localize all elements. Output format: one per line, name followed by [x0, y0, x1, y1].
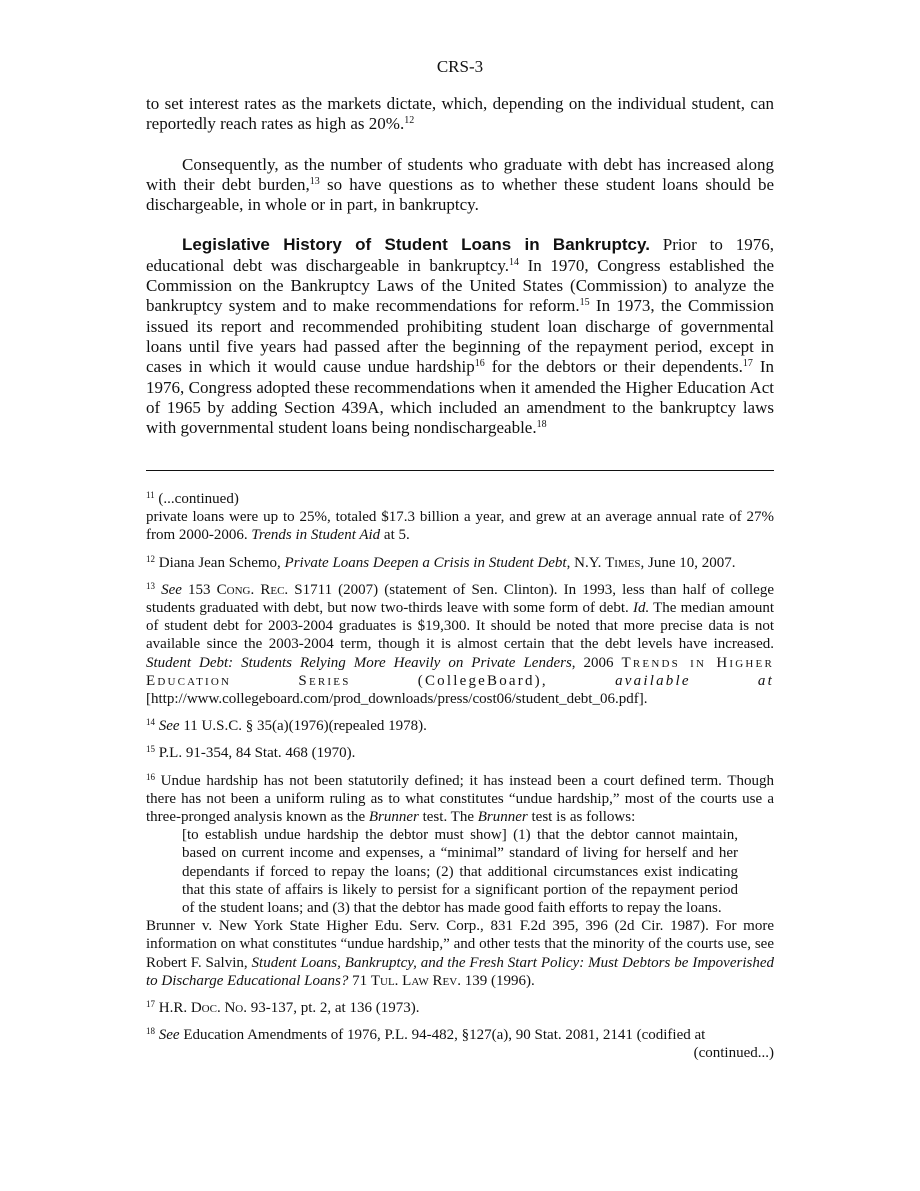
footnote-15: $^{15}$ P.L. 91-354, 84 Stat. 468 (1970).: [146, 744, 356, 762]
section-heading: Legislative History of Student Loans in Bankruptcy.: [182, 235, 650, 255]
brunner-quote: [to establish undue hardship the debtor must show] (1) that the debtor cannot maintain, based on current income and expenses, a “minimal” standard of living for herself and her dependants if forced to repay the loans; (2) that additional circumstances exist indicating that this state of affairs is likely to persist for a significant portion of the repayment period of the student loans; and (3) that the debtor has made good faith efforts to repay the loans.: [182, 827, 738, 917]
paragraph-1: to set interest rates as the markets dictate, which, depending on the individual student, can reportedly reach rates as high as 20%.$^{12}$: [146, 94, 774, 134]
paragraph-2: Consequently, as the number of students who graduate with debt has increased along with their debt burden,$^{13}$ so have questions as to whether these student loans should be dischargeable, in whole or in part, in bankruptcy.: [146, 154, 774, 215]
footnote-16: $^{16}$ Undue hardship has not been statutorily defined; it has instead been a court defined term. Though there has not been a uniform ruling as to what constitutes “undue hardship,” most of the courts use a three-pronged analysis known as the Brunner test. The Brunner test is as follows: [to establish undue hardship the debtor must show] (1) that the debtor cannot maintain, based on current income and expenses, a “minimal” standard of living for herself and her dependants if forced to repay the loans; (2) that additional circumstances exist indicating that this state of affairs is likely to persist for a significant portion of the repayment period of the student loans; and (3) that the debtor has made good faith efforts to repay the loans. Brunner v. New York State Higher Edu. Serv. Corp., 831 F.2d 395, 396 (2d Cir. 1987). For more information on what constitutes “undue hardship,” and other tests that the minority of the courts use, see Robert F. Salvin, Student Loans, Bankruptcy, and the Fresh Start Policy: Must Debtors be Impoverished to Discharge Educational Loans? 71 Tul. Law Rev. 139 (1996).: [146, 771, 774, 989]
page-header: CRS-3: [436, 57, 484, 76]
footnote-ref-18[interactable]: 18: [536, 419, 547, 431]
footnote-ref-13[interactable]: 13: [309, 175, 320, 187]
footnote-ref-16[interactable]: 16: [474, 358, 485, 370]
footnote-12: $^{12}$ Diana Jean Schemo, Private Loans Deepen a Crisis in Student Debt, N.Y. Times, June 10, 2007.: [146, 553, 736, 571]
footnote-14: $^{14}$ See 11 U.S.C. § 35(a)(1976)(repealed 1978).: [146, 717, 427, 735]
footnote-13: $^{13}$ See 153 Cong. Rec. S1711 (2007) (statement of Sen. Clinton). In 1993, less than half of college students graduated with debt, but now two-thirds leave with some form of debt. Id. The median amount of student debt for 2003-2004 graduates is $19,300. It should be noted that more precise data is not available since the 2003-2004 term, though it is almost certain that the debt levels have increased. Student Debt: Students Relying More Heavily on Private Lenders, 2006 Trends in Higher Education Series (CollegeBoard), available at [http://www.collegeboard.com/prod_downloads/press/cost06/student_debt_06.pdf].: [146, 580, 775, 708]
footnote-divider: [146, 470, 774, 471]
main-body: [146, 94, 774, 458]
continued-marker: (continued...): [693, 1045, 774, 1062]
footnote-ref-12[interactable]: 12: [404, 115, 415, 127]
collegeboard-link[interactable]: [http://www.collegeboard.com/prod_downloads/press/cost06/student_debt_06.pdf].: [146, 691, 648, 708]
footnote-17: $^{17}$ H.R. Doc. No. 93-137, pt. 2, at 136 (1973).: [146, 999, 420, 1017]
footnote-18: $^{18}$ See Education Amendments of 1976, P.L. 94-482, §127(a), 90 Stat. 2081, 2141 (codified at (continued...): [146, 1026, 774, 1062]
paragraph-3: Legislative History of Student Loans in Bankruptcy. Prior to 1976, educational debt was dischargeable in bankruptcy.$^{14}$ In 1970, Congress established the Commission on the Bankruptcy Laws of the United States (Commission) to analyze the bankruptcy system and to make recommendations for reform.$^{15}$ In 1973, the Commission issued its report and recommended prohibiting student loan discharge of governmental loans until five years had passed after the beginning of the repayment period, except in cases in which it would cause undue hardship$^{16}$ for the debtors or their dependents.$^{17}$ In 1976, Congress adopted these recommendations when it amended the Higher Education Act of 1965 by adding Section 439A, which included an amendment to the bankruptcy laws with governmental student loans being nondischargeable.$^{18}$: [146, 235, 775, 438]
footnote-11: $^{11}$ (...continued) private loans were up to 25%, totaled $17.3 billion a year, and grew at an average annual rate of 27% from 2000-2006. Trends in Student Aid at 5.: [146, 490, 774, 544]
footnotes: [146, 490, 774, 1063]
footnote-ref-15[interactable]: 15: [579, 297, 590, 309]
footnote-ref-14[interactable]: 14: [509, 256, 520, 268]
footnote-ref-17[interactable]: 17: [742, 358, 753, 370]
